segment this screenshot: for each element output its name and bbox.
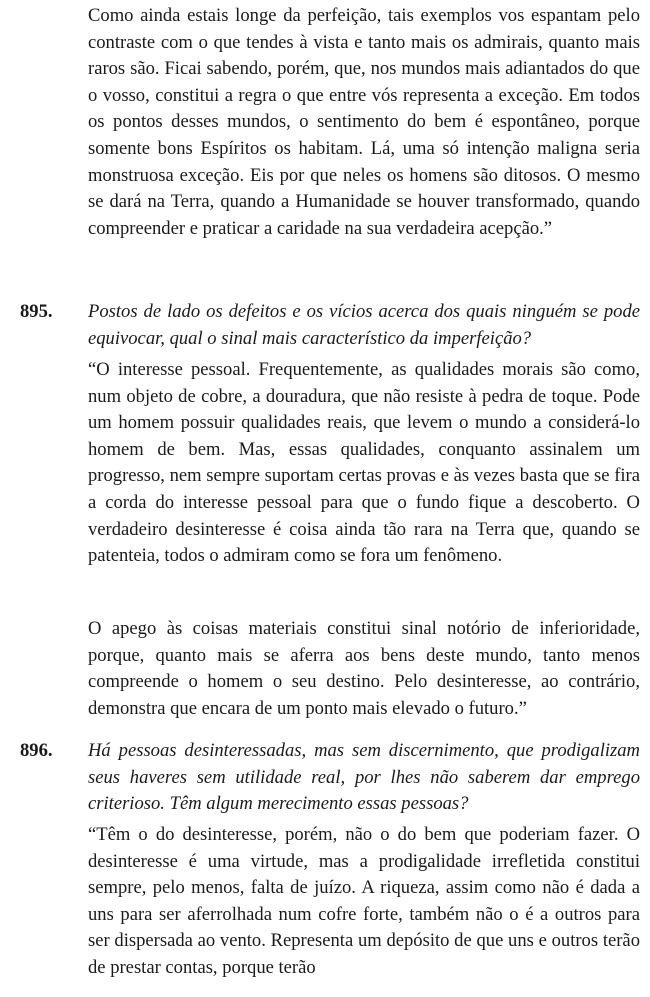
intro-paragraph: Como ainda estais longe da perfeição, tais exemplos vos espantam pelo contraste com o que tendes à vista e tanto mais os admirais, quanto mais raros são. Ficai sabendo, porém, que, nos mundos mais adiantados do que o vosso, constitui a regra o que entre vós representa a exceção. Em todos os pontos desses mundos, o sentimento do bem é espontâneo, porque somente bons Espíritos os habitam. Lá, uma só intenção maligna seria monstruosa exceção. Eis por que neles os homens são ditosos. O mesmo se dará na Terra, quando a Humanidade se houver transformado, quando compreender e praticar a caridade na sua verdadeira acepção.” <box>88 5 640 239</box>
question-text: Há pessoas desinteressadas, mas sem discernimento, que prodigalizam seus haveres sem utilidade real, por lhes não saberem dar emprego criterioso. Têm algum merecimento essas pessoas? <box>88 740 640 815</box>
question-text: Postos de lado os defeitos e os vícios acerca dos quais ninguém se pode equivocar, qual o sinal mais característico da imperfeição? <box>88 301 640 349</box>
answer-text: “Têm o do desinteresse, porém, não o do bem que poderiam fazer. O desinteresse é uma virtude, mas a prodigalidade irrefletida constitui sempre, pelo menos, falta de juízo. A riqueza, assim como não é dada a uns para ser aferrolhada num cofre forte, também não o é a outros para ser dispersada ao vento. Representa um depósito de que uns e outros terão de prestar contas, porque terão <box>88 824 640 978</box>
question-number-895: 895. <box>20 301 53 322</box>
question-896 <box>88 738 640 818</box>
answer-895-paragraph-2 <box>88 616 640 722</box>
answer-text: O apego às coisas materiais constitui sinal notório de inferioridade, porque, quanto mais se aferra aos bens deste mundo, tanto menos compreende o homem o seu destino. Pelo desinteresse, ao contrário, demonstra que encara de um ponto mais elevado o futuro.” <box>88 618 640 719</box>
question-number-896: 896. <box>20 740 53 761</box>
answer-896-paragraph-1 <box>88 822 640 982</box>
question-895 <box>88 299 640 352</box>
answer-text: “O interesse pessoal. Frequentemente, as qualidades morais são como, num objeto de cobre, a douradura, que não resiste à pedra de toque. Pode um homem possuir qualidades reais, que levem o mundo a considerá-lo homem de bem. Mas, essas qualidades, conquanto assinalem um progresso, nem sempre suportam certas provas e às vezes basta que se fira a corda do interesse pessoal para que o fundo fique a descoberto. O verdadeiro desinteresse é coisa ainda tão rara na Terra que, quando se patenteia, todos o admiram como se fora um fenômeno. <box>88 359 640 567</box>
intro-paragraph-block <box>88 3 640 242</box>
answer-895-paragraph-1 <box>88 357 640 570</box>
